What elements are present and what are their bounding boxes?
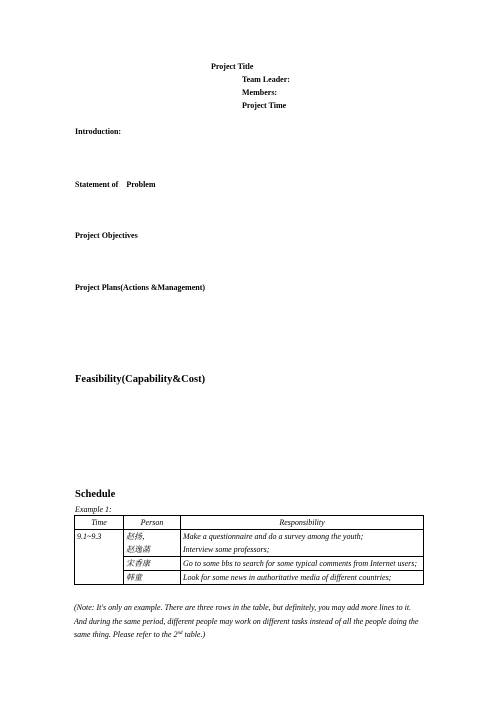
table-row <box>75 557 424 571</box>
header-responsibility: Responsibility <box>181 516 424 530</box>
header-time: Time <box>75 516 124 530</box>
section-statement-of-problem: Statement of Problem <box>75 180 156 189</box>
section-introduction: Introduction: <box>75 127 122 136</box>
members-label: Members: <box>242 88 278 97</box>
person-cell: 宋香康 <box>124 557 181 571</box>
table-row <box>75 530 424 544</box>
responsibility-cell: Make a questionnaire and do a survey among the youth; <box>181 530 424 544</box>
table-row <box>75 571 424 585</box>
section-feasibility: Feasibility(Capability&Cost) <box>75 374 206 385</box>
responsibility-cell: Go to some bbs to search for some typical comments from Internet users; <box>181 557 424 571</box>
person-cell: 赵逸菡 <box>124 543 181 557</box>
person-cell: 赵扬， <box>124 530 181 544</box>
responsibility-cell: Interview some professors; <box>181 543 424 557</box>
section-schedule: Schedule <box>75 489 116 500</box>
project-title: Project Title <box>211 62 254 71</box>
responsibility-cell: Look for some news in authoritative media of different countries; <box>181 571 424 585</box>
team-leader-label: Team Leader: <box>242 75 290 84</box>
header-person: Person <box>124 516 181 530</box>
section-project-objectives: Project Objectives <box>75 231 138 240</box>
person-cell: 韩童 <box>124 571 181 585</box>
note-superscript: nd <box>177 631 183 636</box>
example-label: Example 1: <box>75 505 112 514</box>
table-note <box>74 601 424 642</box>
table-header-row <box>75 516 424 530</box>
table-row <box>75 543 424 557</box>
note-text-end: table.) <box>182 630 206 639</box>
schedule-table <box>74 515 424 585</box>
note-text: (Note: It's only an example. There are three rows in the table, but definitely, you may add more lines to it. And during the same period, different people may work on different tasks instead of all the people doing the same thing. Please refer to the 2 <box>74 603 419 639</box>
time-cell: 9.1~9.3 <box>75 530 124 585</box>
project-time-label: Project Time <box>242 101 287 110</box>
section-project-plans: Project Plans(Actions &Management) <box>75 283 206 292</box>
